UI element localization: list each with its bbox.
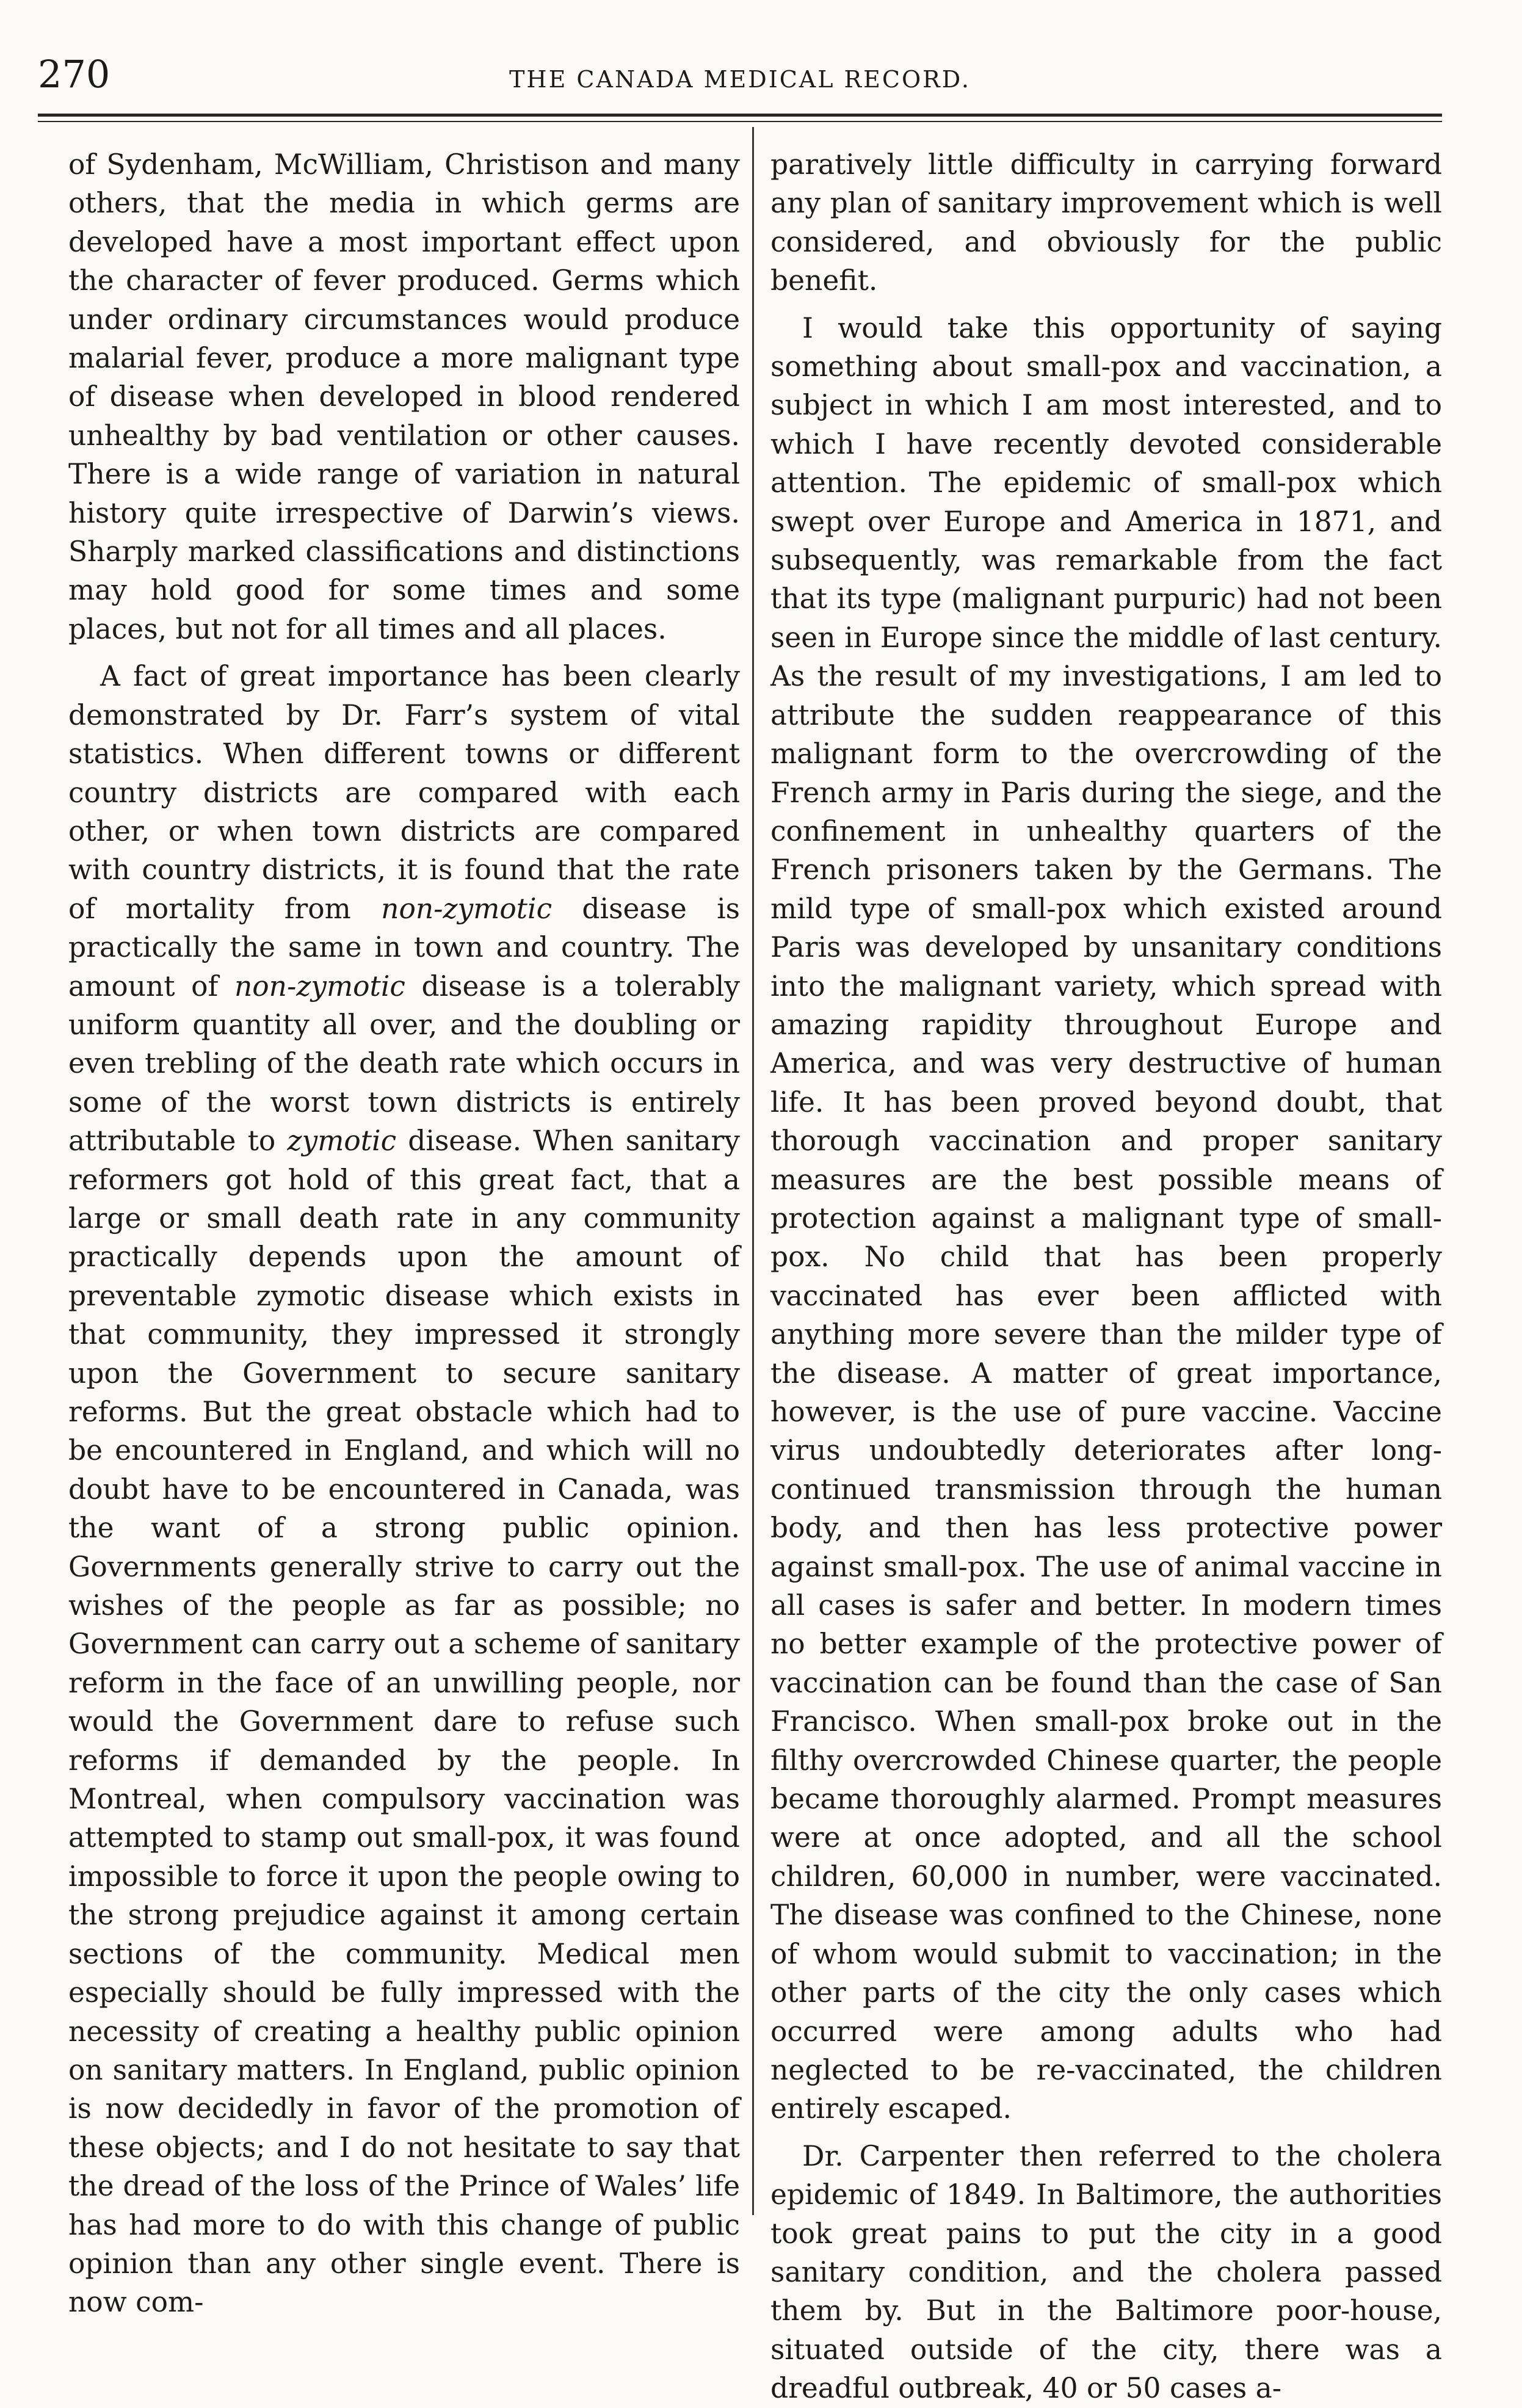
running-title: THE CANADA MEDICAL RECORD.: [509, 66, 971, 93]
text-span: disease is practically the same in town and country. The amount of: [68, 892, 741, 1003]
right-paragraph-1: paratively little difficulty in carrying forward any plan of sanitary improvement which is well considered, and obviously for the public benefit.: [770, 148, 1442, 297]
italic-term: non-zymotic: [234, 970, 405, 1003]
left-paragraph-2: [68, 657, 740, 2321]
column-divider: [752, 127, 754, 2215]
italic-term: non-zymotic: [381, 892, 553, 925]
text-span: disease. When sanitary reformers got hold of this great fact, that a large or small death rate in any community practically depends upon the amount of preventable zymotic disease which exists in that community, they impressed it strongly upon the Government to secure sanitary reforms. But the great obstacle which had to be encountered in England, and which will no doubt have to be encountered in Canada, was the want of a strong public opinion. Governments generally strive to carry out the wishes of the people as far as possible; no Government can carry out a scheme of sanitary reform in the face of an unwilling people, nor would the Government dare to refuse such reforms if demanded by the people. In Montreal, when compulsory vaccination was attempted to stamp out small-pox, it was found impossible to force it upon the people owing to the strong prejudice against it among certain sections of the community. Medical men especially should be fully impressed with the necessity of creating a healthy public opinion on sanitary matters. In England, public opinion is now decidedly in favor of the promotion of these objects; and I do not hesitate to say that the dread of the loss of the Prince of Wales’ life has had more to do with this change of public opinion than any other single event. There is now com-: [68, 1125, 740, 2319]
right-paragraph-3: Dr. Carpenter then referred to the cholera epidemic of 1849. In Baltimore, the authorities took great pains to put the city in a good sanitary condition, and the cholera passed them by. But in the Baltimore poor-house, situated outside of the city, there was a dreadful outbreak, 40 or 50 cases a-: [770, 2139, 1442, 2405]
right-paragraph-2: I would take this opportunity of saying something about small-pox and vaccination, a subject in which I am most interested, and to which I have recently devoted considerable attention. The epidemic of small-pox which swept over Europe and America in 1871, and subsequently, was remarkable from the fact that its type (malignant purpuric) had not been seen in Europe since the middle of last century. As the result of my investigations, I am led to attribute the sudden reappearance of this malignant form to the overcrowding of the French army in Paris during the siege, and the confinement in unhealthy quarters of the French prisoners taken by the Germans. The mild type of small-pox which existed around Paris was developed by unsanitary conditions into the malignant variety, which spread with amazing rapidity throughout Europe and America, and was very destructive of human life. It has been proved beyond doubt, that thorough vaccination and proper sanitary measures are the best possible means of protection against a malignant type of small-pox. No child that has been properly vaccinated has ever been afflicted with anything more severe than the milder type of the disease. A matter of great importance, however, is the use of pure vaccine. Vaccine virus undoubtedly deteriorates after long-continued transmission through the human body, and then has less protective power against small-pox. The use of animal vaccine in all cases is safer and better. In modern times no better example of the protective power of vaccination can be found than the case of San Francisco. When small-pox broke out in the filthy overcrowded Chinese quarter, the people became thoroughly alarmed. Prompt measures were at once adopted, and all the school children, 60,000 in number, were vaccinated. The disease was confined to the Chinese, none of whom would submit to vaccination; in the other parts of the city the only cases which occurred were among adults who had neglected to be re-vaccinated, the children entirely escaped.: [770, 311, 1442, 2125]
page-header: [38, 44, 1442, 105]
italic-term: zymotic: [287, 1125, 397, 1158]
header-rule-thin: [38, 121, 1442, 122]
text-span: A fact of great importance has been clearly demonstrated by Dr. Farr’s system of vital statistics. When different towns or different country districts are compared with each other, or when town districts are compared with country districts, it is found that the rate of mortality from: [68, 660, 740, 925]
header-rule-thick: [38, 114, 1442, 117]
page-number: 270: [38, 52, 111, 96]
left-paragraph-1: of Sydenham, McWilliam, Christison and many others, that the media in which germs are developed have a most important effect upon the character of fever produced. Germs which under ordinary circumstances would produce malarial fever, produce a more malignant type of disease when developed in blood rendered unhealthy by bad ventilation or other causes. There is a wide range of variation in natural history quite irrespective of Darwin’s views. Sharply marked classifications and distinctions may hold good for some times and some places, but not for all times and all places.: [68, 148, 740, 645]
text-span: disease is a tolerably uniform quantity all over, and the doubling or even trebling of the death rate which occurs in some of the worst town districts is entirely attributable to: [68, 970, 740, 1158]
left-column: [68, 145, 740, 2322]
right-column: [770, 145, 1442, 2408]
